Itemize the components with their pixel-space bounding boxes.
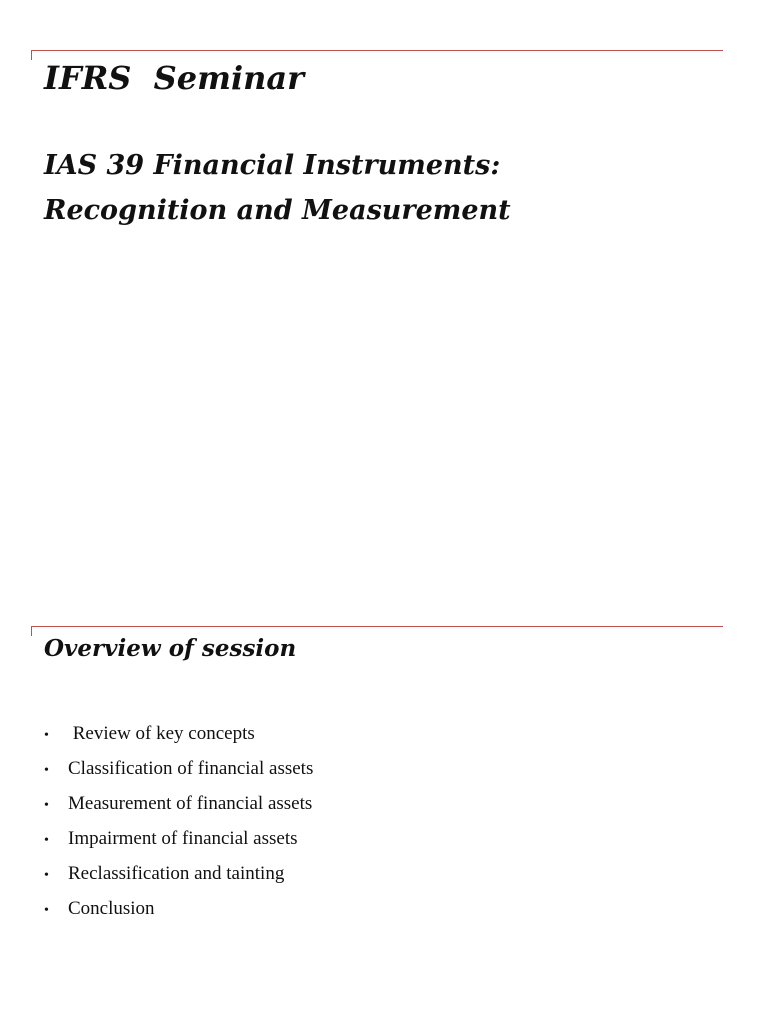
list-item bbox=[44, 826, 313, 861]
list-item-text: Conclusion bbox=[68, 898, 155, 919]
list-item-text: Review of key concepts bbox=[68, 723, 255, 744]
list-item-text: Impairment of financial assets bbox=[68, 828, 298, 849]
bullet-icon: • bbox=[44, 833, 49, 848]
topic-title-line-2: Recognition and Measurement bbox=[44, 195, 511, 226]
seminar-title: IFRS Seminar bbox=[44, 59, 305, 97]
list-item bbox=[44, 721, 313, 756]
list-item bbox=[44, 791, 313, 826]
bullet-icon: • bbox=[44, 868, 49, 883]
list-item-text: Measurement of financial assets bbox=[68, 793, 313, 814]
topic-title-line-1: IAS 39 Financial Instruments: bbox=[44, 150, 501, 181]
overview-list bbox=[44, 721, 313, 931]
list-item-text: Classification of financial assets bbox=[68, 758, 314, 779]
bullet-icon: • bbox=[44, 728, 49, 743]
overview-slide bbox=[0, 612, 768, 1024]
header-rule bbox=[31, 50, 723, 51]
header-rule-tick bbox=[31, 50, 32, 60]
overview-title: Overview of session bbox=[44, 635, 297, 662]
list-item bbox=[44, 861, 313, 896]
list-item bbox=[44, 756, 313, 791]
bullet-icon: • bbox=[44, 903, 49, 918]
list-item bbox=[44, 896, 313, 931]
bullet-icon: • bbox=[44, 763, 49, 778]
header-rule-tick bbox=[31, 626, 32, 636]
header-rule bbox=[31, 626, 723, 627]
bullet-icon: • bbox=[44, 798, 49, 813]
list-item-text: Reclassification and tainting bbox=[68, 863, 285, 884]
